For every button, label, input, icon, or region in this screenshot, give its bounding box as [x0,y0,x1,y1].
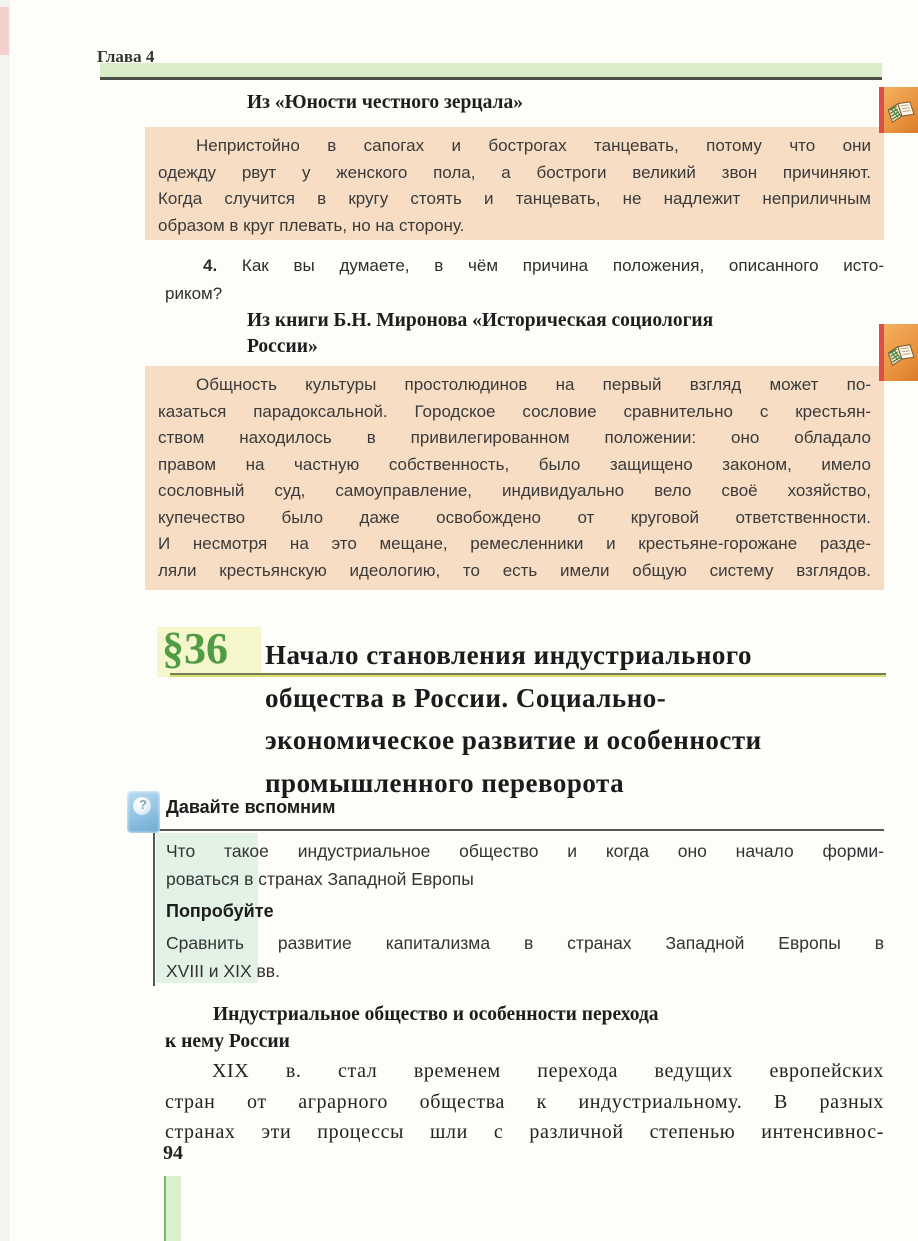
open-book-glyph [885,94,917,126]
section-title-line: экономическое развитие и особенности [265,725,762,755]
question-mark: ? [139,797,147,812]
body-text-line: странах эти процессы шли с различной степенью интенсивнос- [165,1121,884,1143]
open-book-icon [879,87,918,133]
quote-box-1 [145,127,884,240]
question-line: риком? [165,284,223,303]
chapter-label: Глава 4 [97,47,155,66]
quote-line: купечество было даже освобождено от круговой ответственности. [158,507,871,527]
quote-source-heading-1: Из «Юности честного зерцала» [247,92,523,113]
quote-source-heading-2 [247,308,713,360]
subsection-heading-line: к нему России [165,1031,290,1052]
quote-line: сословный суд, самоуправление, индивидуально вело своё хозяйство, [158,481,871,500]
quote-line: Непристойно в сапогах и бострогах танцевать, потому что они [196,136,871,155]
subsection-heading [165,1001,884,1055]
section-title-line: промышленного переворота [265,767,625,798]
heading-line: России» [247,336,318,357]
try-text-line: Сравнить развитие капитализма в странах Западной Европы в [166,933,884,953]
section-title-line: Начало становления индустриального [265,640,752,670]
question-ball-icon [127,791,160,833]
question-item-4 [165,252,884,308]
body-text-line: XIX в. стал временем перехода ведущих европейских [212,1060,884,1082]
quote-line: образом в круг плевать, но на сторону. [158,215,465,235]
bottom-page-band [164,1176,181,1241]
question-text: Как вы думаете, в чём причина положения, описанного исто- [217,256,884,275]
section-title [265,634,885,804]
scan-pink-corner [0,7,9,55]
remember-top-rule [153,829,884,831]
quote-line: казаться парадоксальной. Городское сословие сравнительно с крестьян- [158,401,871,421]
quote-box-2 [145,366,884,590]
quote-line: И несмотря на это мещане, ремесленники и крестьяне-горожане разде- [158,534,871,553]
try-text-line: XVIII и XIX вв. [166,961,280,981]
quote-line: правом на частную собственность, было защищено законом, имело [158,454,871,474]
subsection-heading-line: Индустриальное общество и особенности перехода [213,1004,659,1025]
chapter-header-band [100,63,882,80]
remember-text-line: роваться в странах Западной Европы [166,869,474,889]
remember-text-line: Что такое индустриальное общество и когда оно начало форми- [166,841,884,861]
open-book-glyph [885,337,917,369]
scan-left-edge [0,0,10,1241]
quote-line: Когда случится в кругу стоять и танцевать, не надлежит неприличным [158,189,871,208]
section-title-line: общества в России. Социально- [265,682,667,713]
remember-left-rule [153,829,155,986]
try-title: Попробуйте [166,901,274,921]
quote-line: ством находилось в привилегированном положении: оно обладало [158,428,871,447]
open-book-icon [879,324,918,381]
question-number: 4. [203,256,218,275]
remember-title: Давайте вспомним [166,797,336,817]
quote-line: ляли крестьянскую идеологию, то есть имели общую систему взглядов. [158,560,871,580]
question-line [165,252,884,280]
section-number: §36 [162,624,228,673]
body-text-line: стран от аграрного общества к индустриальному. В разных [165,1090,884,1113]
heading-line: Из книги Б.Н. Миронова «Историческая социология [247,310,714,331]
quote-line: Общность культуры простолюдинов на первый взгляд может по- [196,375,871,394]
quote-line: одежду рвут у женского пола, а бостроги великий звон причиняют. [158,162,871,182]
page-number: 94 [163,1142,183,1164]
